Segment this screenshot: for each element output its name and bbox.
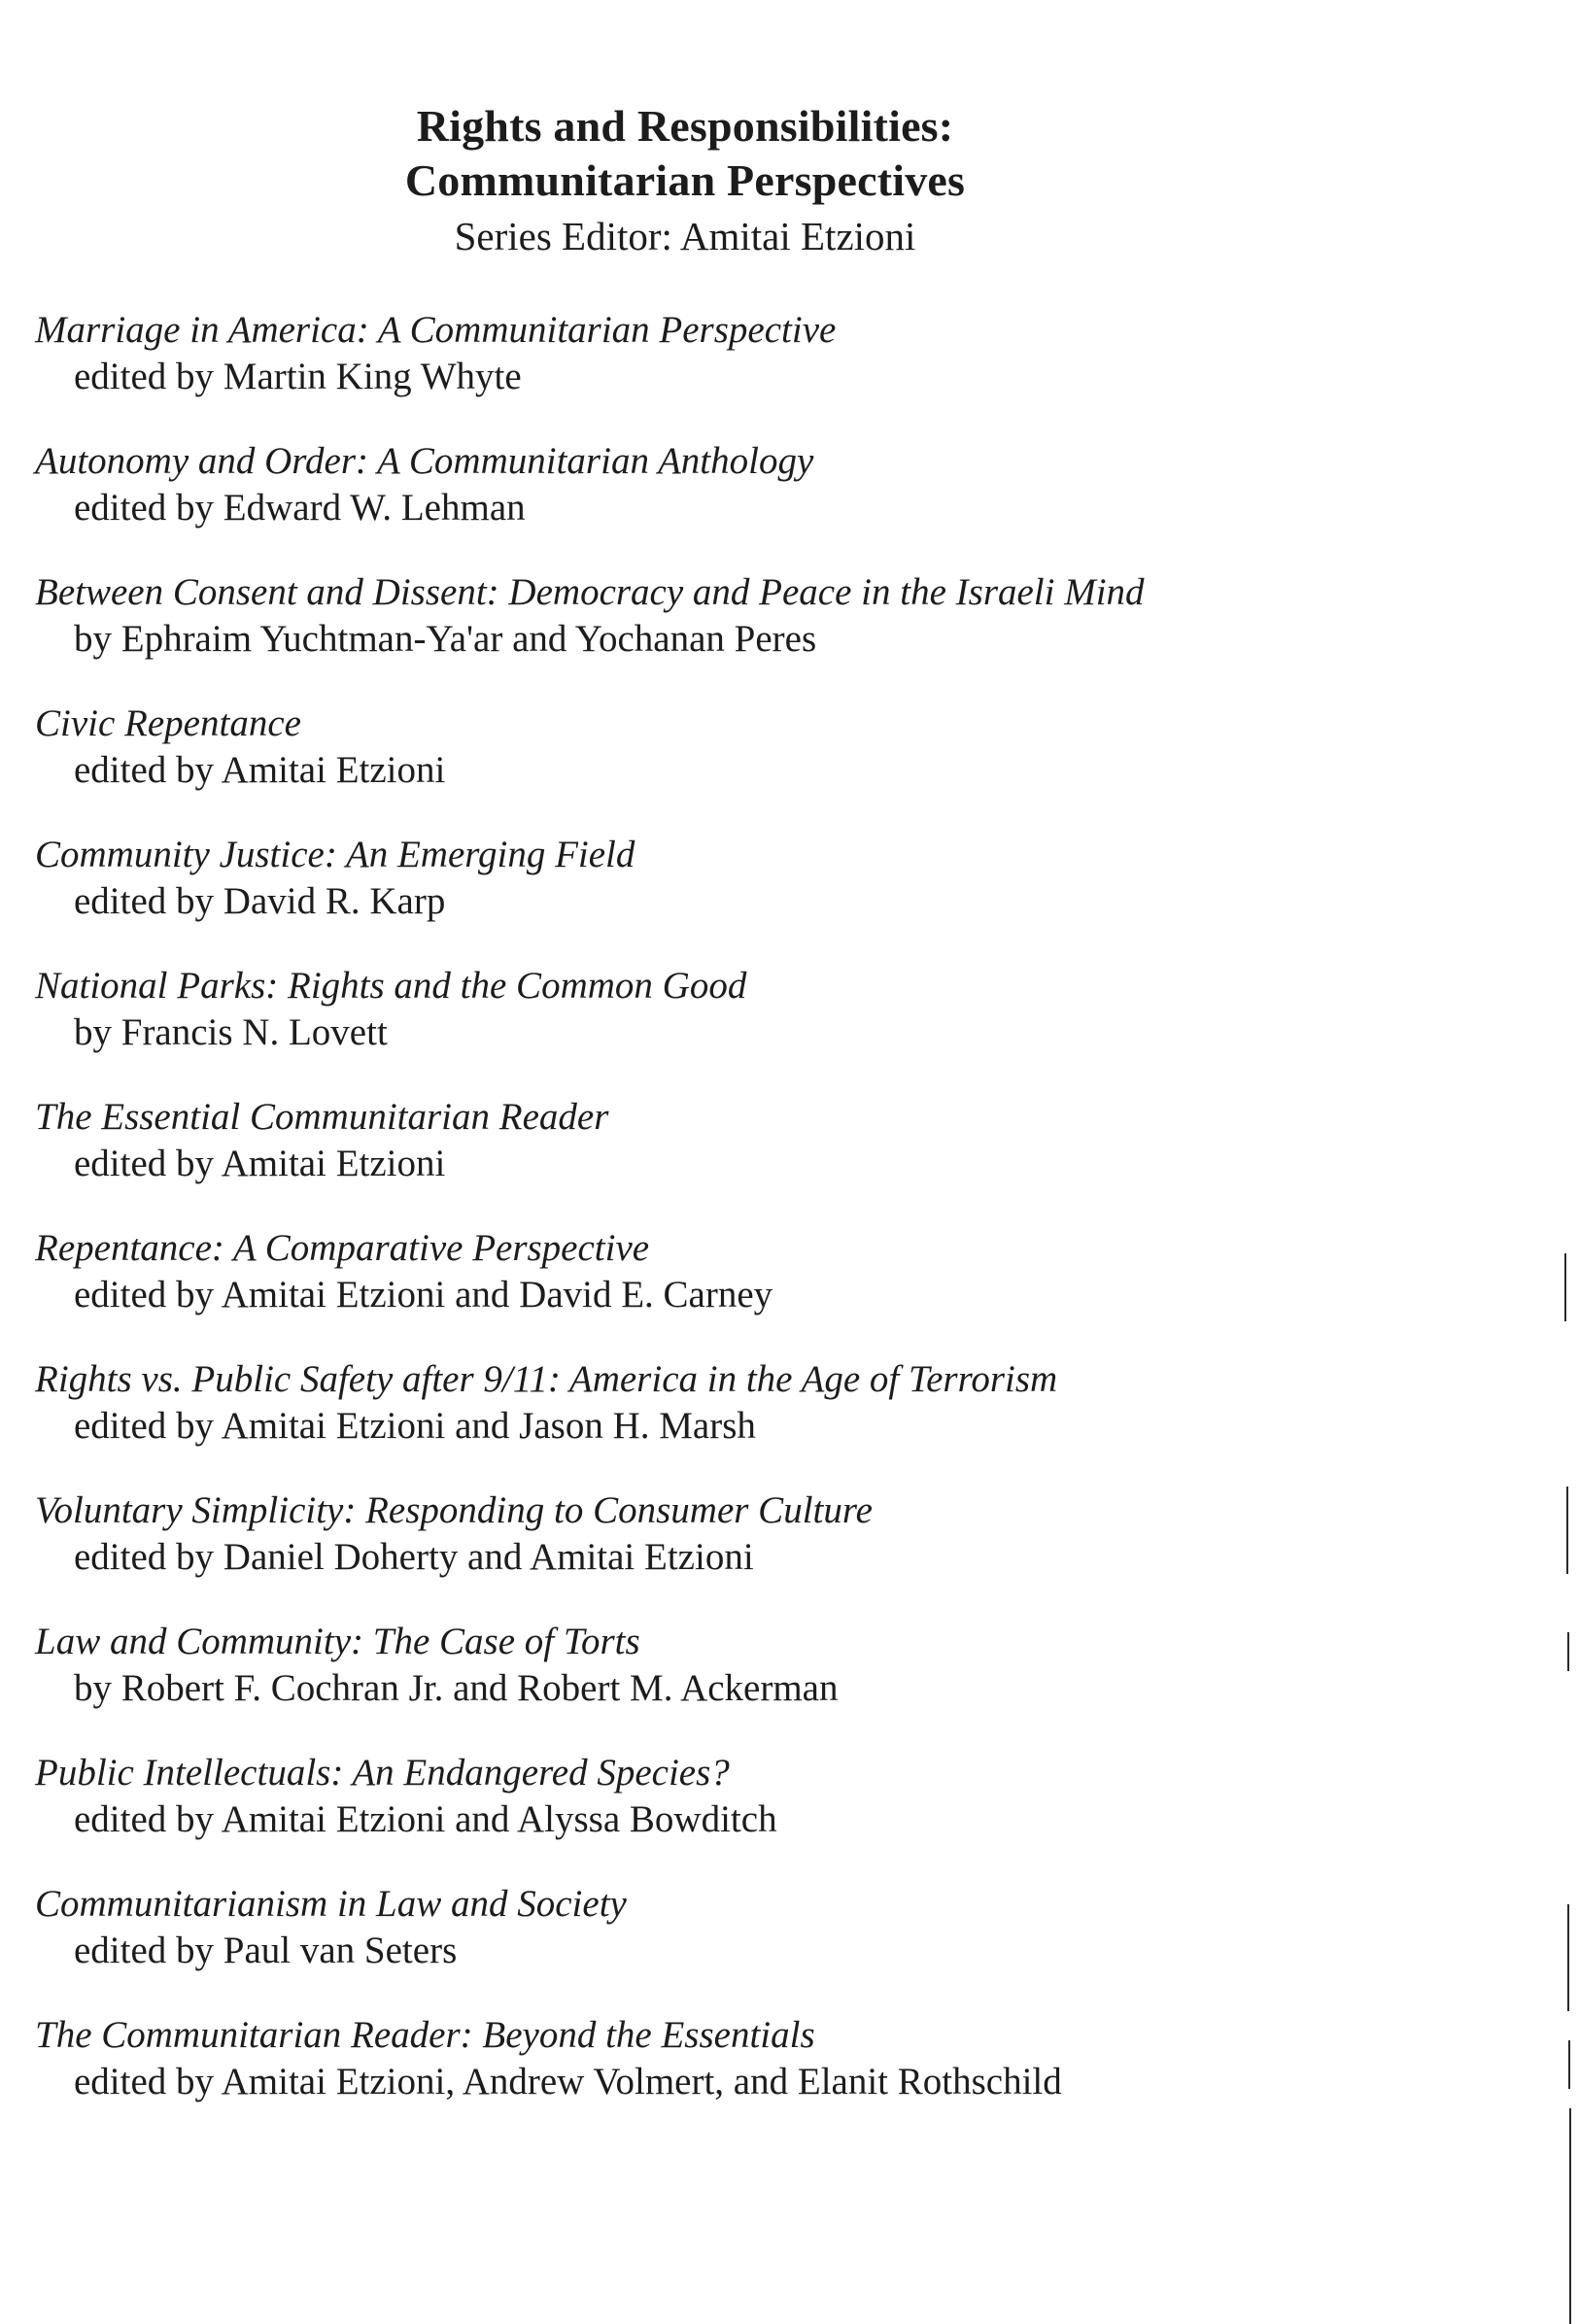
book-credit: edited by Amitai Etzioni and David E. Carney	[74, 1274, 773, 1316]
book-title: Community Justice: An Emerging Field	[35, 834, 635, 875]
book-entry	[35, 1487, 1512, 1581]
book-credit: edited by Amitai Etzioni	[74, 1143, 446, 1184]
book-credit: edited by David R. Karp	[74, 880, 446, 922]
book-credit: edited by Daniel Doherty and Amitai Etzioni	[74, 1536, 754, 1578]
book-entry	[35, 1881, 1512, 1974]
series-header	[243, 99, 1127, 262]
book-title: Public Intellectuals: An Endangered Species?	[35, 1752, 730, 1794]
book-entry	[35, 832, 1512, 925]
book-credit: edited by Amitai Etzioni and Alyssa Bowditch	[74, 1798, 777, 1840]
book-credit: edited by Amitai Etzioni and Jason H. Marsh	[74, 1405, 756, 1447]
book-title: Repentance: A Comparative Perspective	[35, 1227, 650, 1269]
scan-edge-mark	[1568, 2040, 1570, 2089]
book-entry	[35, 1094, 1512, 1187]
book-title: Rights vs. Public Safety after 9/11: America in the Age of Terrorism	[35, 1358, 1058, 1400]
series-title-line-1: Rights and Responsibilities:	[416, 101, 954, 151]
scan-edge-mark	[1564, 1253, 1566, 1321]
series-editor: Series Editor: Amitai Etzioni	[454, 214, 916, 258]
book-entry	[35, 963, 1512, 1056]
book-entry	[35, 1750, 1512, 1843]
book-title: The Essential Communitarian Reader	[35, 1096, 609, 1138]
scan-edge-mark	[1566, 1487, 1568, 1574]
book-title: National Parks: Rights and the Common Good	[35, 965, 747, 1007]
book-credit: by Francis N. Lovett	[74, 1011, 388, 1053]
book-entry	[35, 569, 1512, 663]
book-entry	[35, 307, 1512, 400]
book-title: Communitarianism in Law and Society	[35, 1883, 627, 1925]
book-title: Autonomy and Order: A Communitarian Anthology	[35, 440, 814, 482]
scan-edge-mark	[1567, 1904, 1569, 2011]
book-title: Voluntary Simplicity: Responding to Consumer Culture	[35, 1489, 873, 1531]
book-title: The Communitarian Reader: Beyond the Essentials	[35, 2014, 815, 2056]
scan-edge-mark	[1567, 1632, 1569, 1671]
book-title: Civic Repentance	[35, 702, 301, 744]
book-credit: by Ephraim Yuchtman-Ya'ar and Yochanan Peres	[74, 618, 817, 660]
book-entry	[35, 701, 1512, 794]
book-title: Marriage in America: A Communitarian Perspective	[35, 309, 837, 351]
book-title: Law and Community: The Case of Torts	[35, 1621, 640, 1662]
book-credit: edited by Edward W. Lehman	[74, 487, 526, 529]
book-entry	[35, 1225, 1512, 1318]
book-entry	[35, 1619, 1512, 1712]
book-credit: edited by Amitai Etzioni, Andrew Volmert, and Elanit Rothschild	[74, 2061, 1062, 2102]
scan-edge-mark	[1569, 2108, 1571, 2324]
book-credit: edited by Amitai Etzioni	[74, 749, 446, 791]
book-credit: edited by Martin King Whyte	[74, 356, 522, 397]
book-entry	[35, 438, 1512, 531]
book-entry	[35, 1356, 1512, 1450]
book-entry	[35, 2012, 1512, 2105]
series-title-line-2: Communitarian Perspectives	[404, 155, 966, 205]
book-title: Between Consent and Dissent: Democracy and Peace in the Israeli Mind	[35, 571, 1145, 613]
book-list	[35, 307, 1512, 2143]
book-credit: edited by Paul van Seters	[74, 1930, 458, 1971]
book-credit: by Robert F. Cochran Jr. and Robert M. Ackerman	[74, 1667, 839, 1709]
